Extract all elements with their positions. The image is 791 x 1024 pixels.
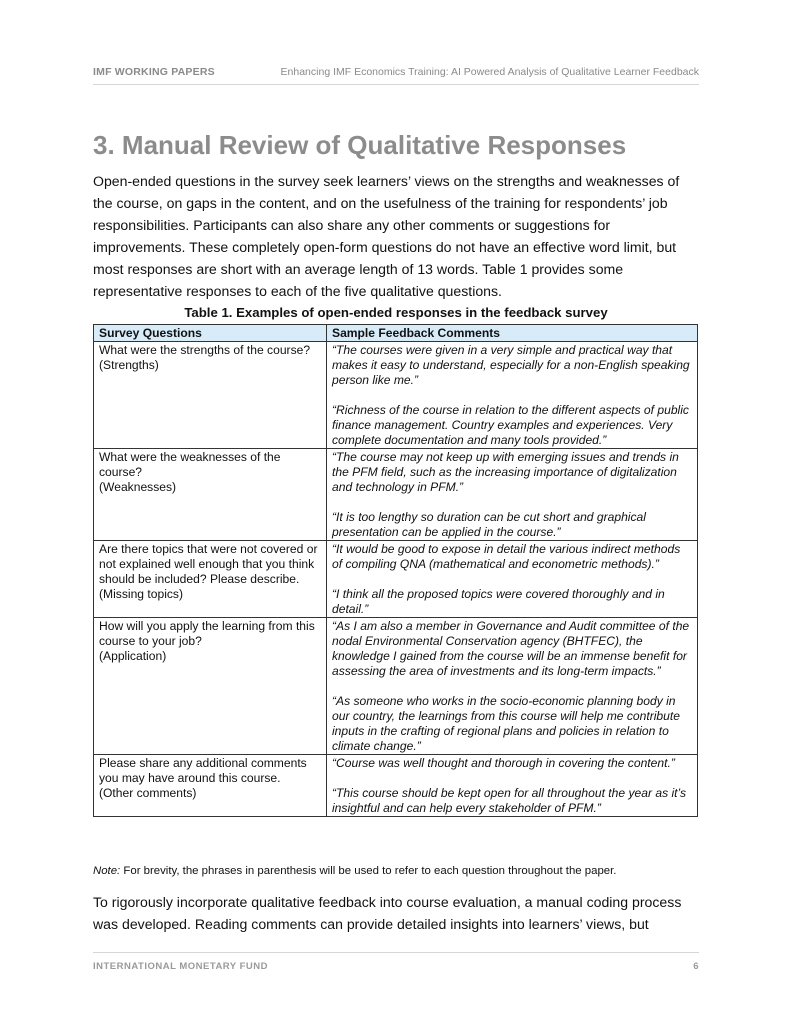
- table-row-weaknesses: [94, 449, 698, 541]
- column-header-comments: Sample Feedback Comments: [327, 325, 698, 342]
- sample-comment: “As someone who works in the socio-economic planning body in our country, the learnings from this course will help me contribute inputs in the crafting of regional plans and policies in relation to climate change.”: [332, 694, 680, 753]
- question-text: How will you apply the learning from this course to your job?: [99, 619, 315, 648]
- question-cell: [94, 755, 327, 817]
- question-cell: [94, 541, 327, 618]
- question-cell: [94, 342, 327, 449]
- comments-cell: [327, 755, 698, 817]
- page-footer: [93, 952, 699, 972]
- footer-organization: INTERNATIONAL MONETARY FUND: [93, 961, 268, 972]
- question-cell: [94, 618, 327, 755]
- question-cell: [94, 449, 327, 541]
- question-text: Please share any additional comments you may have around this course.: [99, 756, 307, 785]
- sample-comment: “The course may not keep up with emerging issues and trends in the PFM field, such as the increasing importance of digitalization and technology in PFM.”: [332, 450, 679, 494]
- sample-comment: “Richness of the course in relation to the different aspects of public finance management. Country examples and experiences. Very complete documentation and many tools provided.”: [332, 403, 689, 447]
- question-text: Are there topics that were not covered or not explained well enough that you think should be included? Please describe.: [99, 542, 318, 586]
- body-paragraph: To rigorously incorporate qualitative feedback into course evaluation, a manual coding process was developed. Reading comments can provide detailed insights into learners’ views, but: [93, 894, 682, 932]
- table-row-strengths: [94, 342, 698, 449]
- question-tag: (Missing topics): [99, 587, 184, 601]
- question-text: What were the weaknesses of the course?: [99, 450, 281, 479]
- section-title: 3. Manual Review of Qualitative Responses: [93, 130, 627, 160]
- column-header-questions: Survey Questions: [94, 325, 327, 342]
- comments-cell: [327, 618, 698, 755]
- sample-comment: “Course was well thought and thorough in covering the content.”: [332, 756, 675, 770]
- sample-comment: “This course should be kept open for all throughout the year as it’s insightful and can help every stakeholder of PFM.”: [332, 786, 687, 815]
- question-tag: (Application): [99, 649, 167, 663]
- paper-short-title: Enhancing IMF Economics Training: AI Powered Analysis of Qualitative Learner Feedback: [280, 66, 699, 78]
- table-note-label: Note:: [93, 865, 121, 877]
- comments-cell: [327, 449, 698, 541]
- running-header: [93, 64, 699, 85]
- sample-comment: “I think all the proposed topics were covered thoroughly and in detail.”: [332, 587, 665, 616]
- series-label: IMF WORKING PAPERS: [93, 66, 215, 78]
- table-row-missing-topics: [94, 541, 698, 618]
- sample-comment: “It would be good to expose in detail the various indirect methods of compiling QNA (mathematical and econometric methods).”: [332, 542, 681, 571]
- table-caption: Table 1. Examples of open-ended responses in the feedback survey: [184, 305, 608, 320]
- table-note: [93, 865, 616, 877]
- table-row-other-comments: [94, 755, 698, 817]
- sample-comment: “The courses were given in a very simple and practical way that makes it easy to understand, especially for a non-English speaking person like me.”: [332, 343, 690, 387]
- sample-comment: “As I am also a member in Governance and Audit committee of the nodal Environmental Conservation agency (BHTFEC), the knowledge I gained from the course will be an immense benefit for assessing the area of investments and its long-term impacts.”: [332, 619, 690, 678]
- question-tag: (Other comments): [99, 786, 197, 800]
- question-tag: (Weaknesses): [99, 480, 177, 494]
- question-tag: (Strengths): [99, 358, 159, 372]
- table-note-text: For brevity, the phrases in parenthesis will be used to refer to each question throughout the paper.: [120, 865, 617, 877]
- comments-cell: [327, 342, 698, 449]
- sample-comment: “It is too lengthy so duration can be cut short and graphical presentation can be applied in the course.”: [332, 510, 646, 539]
- table-header-row: [94, 325, 698, 342]
- feedback-table: [93, 324, 698, 817]
- page-number: 6: [693, 961, 699, 972]
- intro-paragraph: Open-ended questions in the survey seek learners’ views on the strengths and weaknesses of the course, on gaps in the content, and on the usefulness of the training for respondents’ job responsibilities. Participants can also share any other comments or suggestions for improvements. These completely open-form questions do not have an effective word limit, but most responses are short with an average length of 13 words. Table 1 provides some representative responses to each of the five qualitative questions.: [93, 173, 680, 299]
- question-text: What were the strengths of the course?: [99, 343, 311, 357]
- comments-cell: [327, 541, 698, 618]
- table-row-application: [94, 618, 698, 755]
